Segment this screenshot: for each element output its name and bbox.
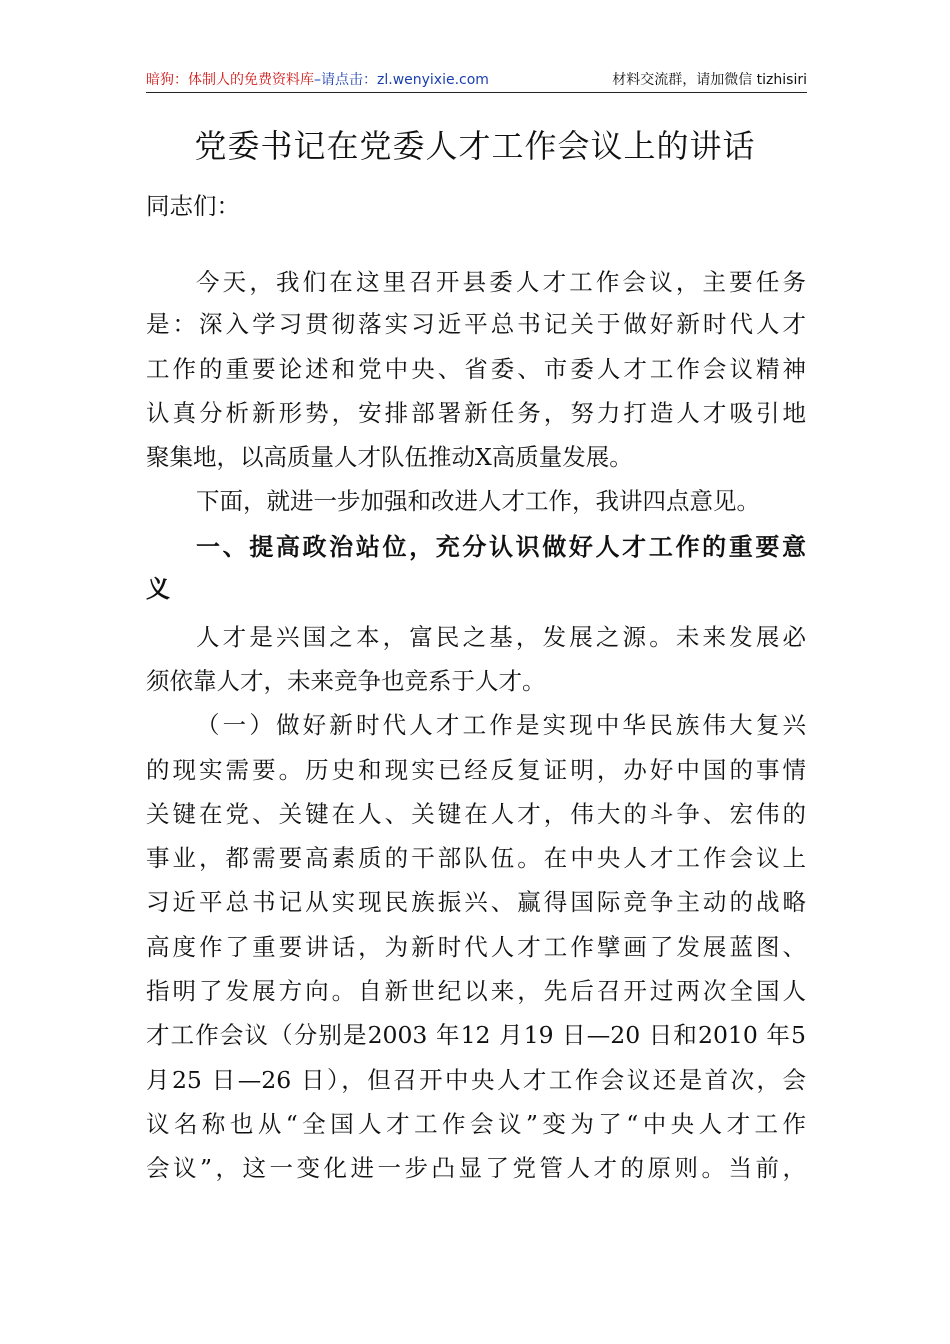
paragraph-line: 高度作了重要讲话，为新时代人才工作擘画了发展蓝图、 [146,933,806,961]
paragraph-line: 事业，都需要高素质的干部队伍。在中央人才工作会议上 [146,844,806,872]
paragraph-line: 指明了发展方向。自新世纪以来，先后召开过两次全国人 [146,977,806,1005]
header-brand: 暗狗：体制人的免费资料库 [146,72,314,88]
document-title: 党委书记在党委人才工作会议上的讲话 [194,127,756,165]
paragraph-line: 才工作会议（分别是2003 年12 月19 日—20 日和2010 年5 [146,1021,806,1049]
paragraph-line: 的现实需要。历史和现实已经反复证明，办好中国的事情 [146,756,806,784]
paragraph-line: 须依靠人才，未来竞争也竞系于人才。 [146,667,546,695]
header-click-prefix: –请点击： [314,72,377,88]
paragraph-line: 月25 日—26 日），但召开中央人才工作会议还是首次，会 [146,1066,806,1094]
section-heading: 义 [146,575,170,603]
paragraph-line: 关键在党、关键在人、关键在人才，伟大的斗争、宏伟的 [146,800,806,828]
header-url-link[interactable]: zl.wenyixie.com [377,72,489,88]
paragraph-line: 会议”，这一变化进一步凸显了党管人才的原则。当前， [146,1154,806,1182]
header-wechat-note: 材料交流群，请加微信 tizhisiri [612,72,807,88]
section-heading: 一、提高政治站位，充分认识做好人才工作的重要意 [196,533,806,561]
paragraph-line: 人才是兴国之本，富民之基，发展之源。未来发展必 [196,623,806,651]
paragraph-line: 习近平总书记从实现民族振兴、赢得国际竞争主动的战略 [146,888,806,916]
header-left [146,70,489,92]
paragraph-line: （一）做好新时代人才工作是实现中华民族伟大复兴 [196,711,806,739]
paragraph-line: 是：深入学习贯彻落实习近平总书记关于做好新时代人才 [146,310,806,338]
page-header [146,70,807,93]
paragraph-line: 议名称也从“全国人才工作会议”变为了“中央人才工作 [146,1110,806,1138]
salutation: 同志们： [146,192,240,220]
paragraph-line: 聚集地，以高质量人才队伍推动X高质量发展。 [146,443,633,471]
paragraph-line: 今天，我们在这里召开县委人才工作会议，主要任务 [196,268,806,296]
paragraph-line: 下面，就进一步加强和改进人才工作，我讲四点意见。 [196,487,760,515]
paragraph-line: 认真分析新形势，安排部署新任务，努力打造人才吸引地 [146,399,806,427]
paragraph-line: 工作的重要论述和党中央、省委、市委人才工作会议精神 [146,355,806,383]
